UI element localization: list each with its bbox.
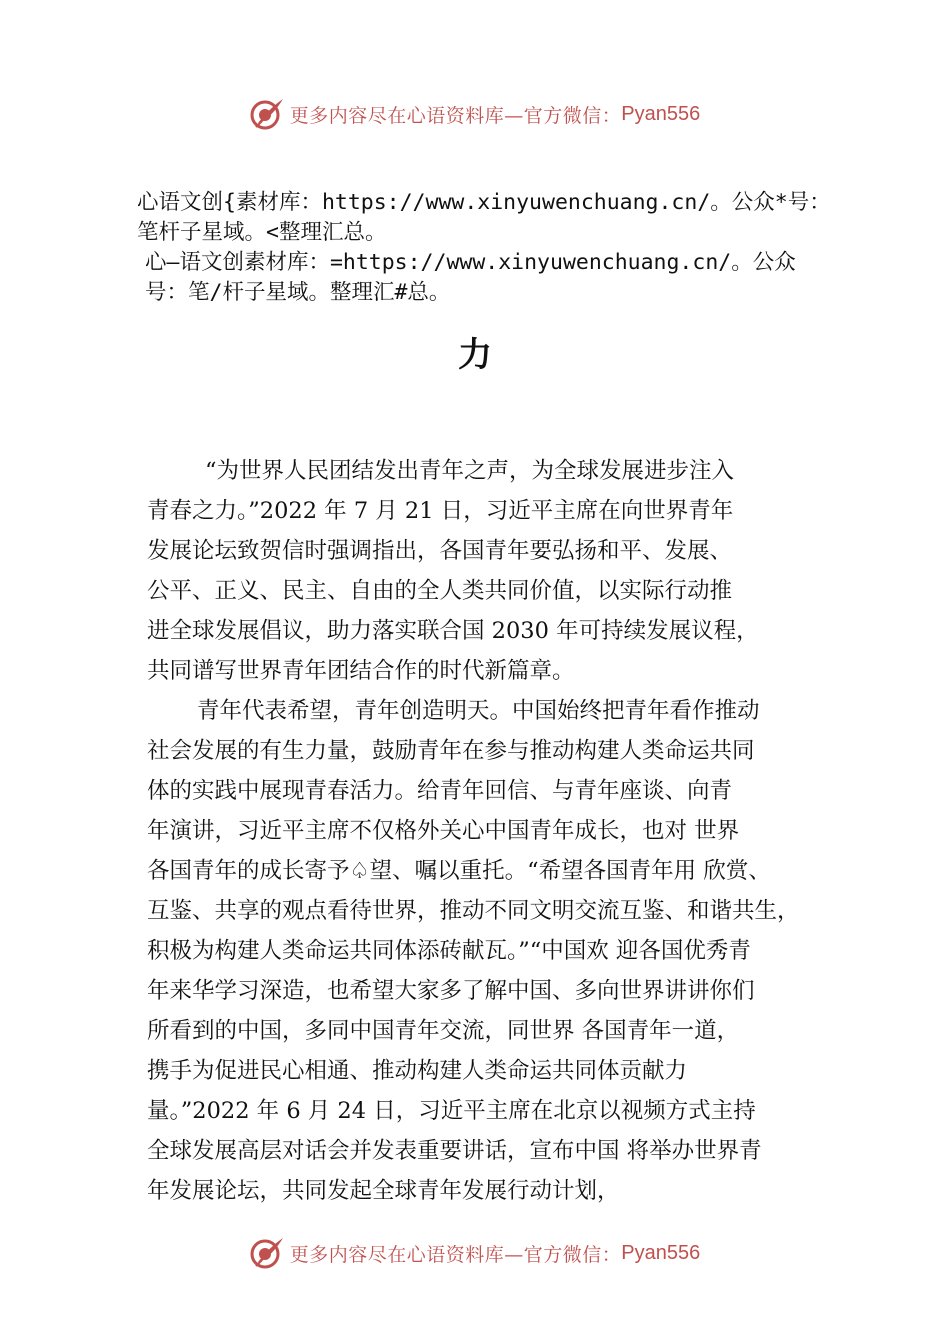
body-line: 年发展论坛，共同发起全球青年发展行动计划， (147, 1178, 620, 1204)
body-line: 年来华学习深造，也希望大家多了解中国、多向世界讲讲你们 (147, 978, 755, 1004)
quill-logo-icon (250, 97, 284, 131)
document-title: 力 (458, 335, 492, 375)
header-banner-text: 更多内容尽在心语资料库—官方微信： (289, 104, 622, 127)
body-line: 所看到的中国，多同中国青年交流，同世界 各国青年一道， (147, 1018, 740, 1044)
footer-banner-text: 更多内容尽在心语资料库—官方微信： (289, 1243, 622, 1266)
source-line-2: 笔杆子星域。<整理汇总。 (137, 220, 387, 245)
header-banner (0, 94, 950, 134)
footer-wechat-id: Pyan556 (621, 1241, 701, 1264)
source-line-4: 号：笔/杆子星域。整理汇#总。 (145, 280, 451, 305)
source-line-1: 心语文创{素材库：https://www.xinyuwenchuang.cn/。公众*号： (137, 190, 831, 215)
body-line: 携手为促进民心相通、推动构建人类命运共同体贡献力 (147, 1058, 688, 1084)
body-line: “为世界人民团结发出青年之声，为全球发展进步注入 (205, 458, 735, 484)
body-line: 量。”2022 年 6 月 24 日，习近平主席在北京以视频方式主持 (147, 1098, 756, 1124)
footer-banner (0, 1233, 950, 1273)
body-line: 公平、正义、民主、自由的全人类共同价值，以实际行动推 (147, 578, 733, 604)
body-line: 青春之力。”2022 年 7 月 21 日，习近平主席在向世界青年 (147, 498, 734, 524)
body-line: 体的实践中展现青春活力。给青年回信、与青年座谈、向青 (147, 778, 733, 804)
body-line: 社会发展的有生力量，鼓励青年在参与推动构建人类命运共同 (147, 738, 755, 764)
body-line: 年演讲，习近平主席不仅格外关心中国青年成长，也对 世界 (147, 818, 740, 844)
header-wechat-id: Pyan556 (621, 102, 701, 125)
body-line: 各国青年的成长寄予♤望、嘱以重托。“希望各国青年用 欣赏、 (147, 858, 771, 884)
body-line: 青年代表希望，青年创造明天。中国始终把青年看作推动 (197, 698, 760, 724)
source-line-3: 心—语文创素材库：=https://www.xinyuwenchuang.cn/。公众 (145, 250, 796, 275)
quill-logo-icon (250, 1236, 284, 1270)
body-line: 积极为构建人类命运共同体添砖献瓦。”“中国欢 迎各国优秀青 (147, 938, 751, 964)
body-line: 全球发展高层对话会并发表重要讲话，宣布中国 将举办世界青 (147, 1138, 762, 1164)
body-line: 发展论坛致贺信时强调指出，各国青年要弘扬和平、发展、 (147, 538, 733, 564)
body-line: 互鉴、共享的观点看待世界，推动不同文明交流互鉴、和谐共生， (147, 898, 800, 924)
body-line: 进全球发展倡议，助力落实联合国 2030 年可持续发展议程， (147, 618, 759, 644)
body-line: 共同谱写世界青年团结合作的时代新篇章。 (147, 658, 575, 684)
